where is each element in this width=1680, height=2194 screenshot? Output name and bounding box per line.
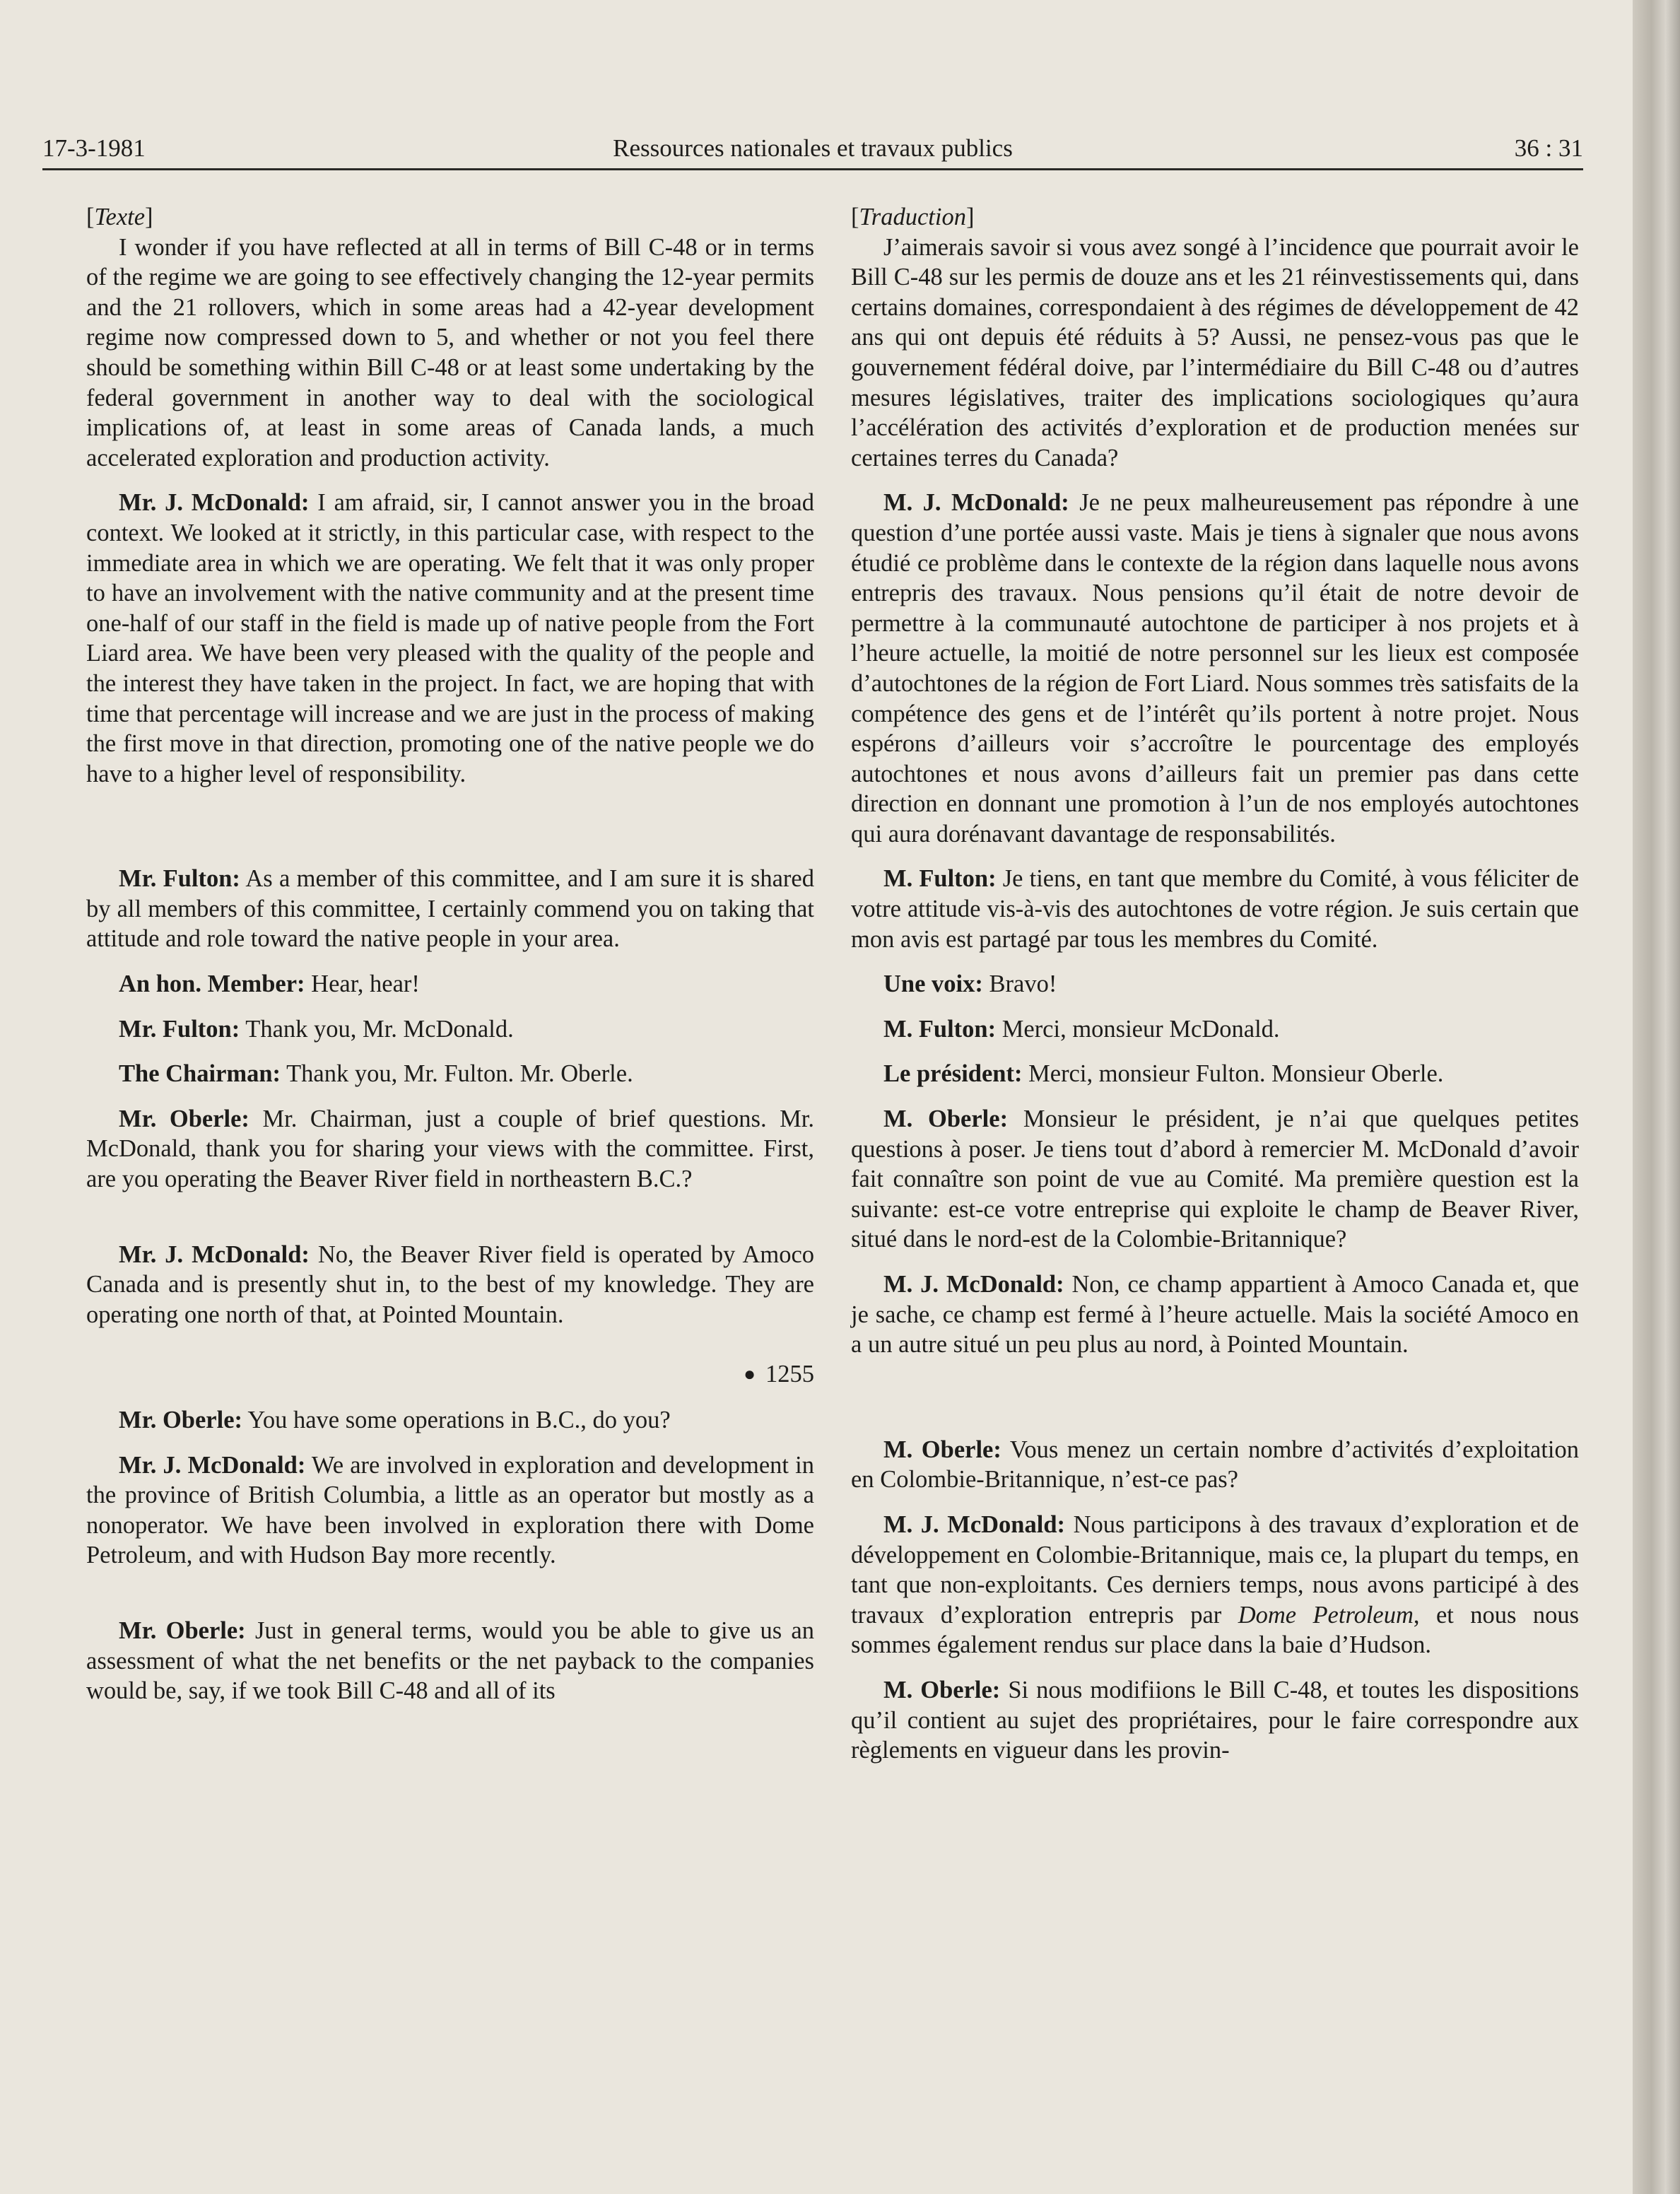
page-header bbox=[42, 124, 1583, 170]
speaker: The Chairman: bbox=[119, 1060, 281, 1088]
paragraph: Mr. Fulton: Thank you, Mr. McDonald. bbox=[119, 1015, 514, 1043]
page-edge bbox=[1633, 0, 1680, 2194]
speaker: Mr. J. McDonald: bbox=[119, 489, 310, 517]
speaker: M. Oberle: bbox=[883, 1105, 1009, 1133]
header-title: Ressources nationales et travaux publics bbox=[613, 134, 1013, 162]
paragraph: M. Oberle: Monsieur le président, je n’ai que quelques petites questions à poser. Je tiens tout d’abord à remercier M. McDonald d’avoir fait connaître son point de vue au Comité. Ma première question est la suivante: est-ce votre entreprise qui exploite le champ de Beaver River, situé dans le nord-est de la Colombie-Britannique? bbox=[851, 1105, 1580, 1253]
speaker: Mr. Fulton: bbox=[119, 1015, 240, 1043]
speaker: Une voix: bbox=[883, 970, 983, 998]
header-page-number: 36 : 31 bbox=[1514, 134, 1583, 162]
speaker: Le président: bbox=[883, 1060, 1023, 1088]
company-name: Dome Petroleum bbox=[1238, 1601, 1414, 1629]
paragraph: An hon. Member: Hear, hear! bbox=[119, 970, 420, 998]
paragraph: M. J. McDonald: Je ne peux malheureusement pas répondre à une question d’une portée aussi vaste. Mais je tiens à signaler que nous avons étudié ce problème dans le contexte de la région dans laquelle nous avons entrepris des travaux. Nous pensions qu’il était de notre devoir de permettre à la communauté autochtone de participer à nos projets et à l’heure actuelle, la moitié de notre personnel sur les lieux est composée d’autochtones de la région de Fort Liard. Nous sommes très satisfaits de la compétence des gens et de l’intérêt qu’ils portent à notre projet. Nous espérons d’ailleurs voir s’accroître le pourcentage des employés autochtones et nous avons d’ailleurs fait un premier pas dans cette direction en donnant une promotion à l’un de nos employés autochtones qui aura dorénavant davantage de responsabilités. bbox=[851, 489, 1579, 847]
speaker: M. Oberle: bbox=[883, 1436, 1001, 1463]
paragraph: Le président: Merci, monsieur Fulton. Monsieur Oberle. bbox=[883, 1060, 1444, 1088]
paragraph: Mr. J. McDonald: I am afraid, sir, I cannot answer you in the broad context. We looked at it strictly, in this particular case, with respect to the immediate area in which we are operating. We felt that it was only proper to have an involvement with the native community and at the present time one-half of our staff in the field is made up of native people from the Fort Liard area. We have been very pleased with the quality of the people and the interest they have taken in the project. In fact, we are hoping that with time that percentage will increase and we are just in the process of making the first move in that direction, promoting one of the native people we do have to a higher level of responsibility. bbox=[86, 489, 814, 787]
paragraph: M. Fulton: Je tiens, en tant que membre du Comité, à vous féliciter de votre attitude vis-à-vis des autochtones de votre région. Je suis certain que mon avis est partagé par tous les membres du Comité. bbox=[851, 865, 1580, 953]
paragraph: M. J. McDonald: Nous participons à des travaux d’exploration et de développement en Colombie-Britannique, mais ce, la plupart du temps, en tant que non-exploitants. Ces derniers temps, nous avons participé à des travaux d’exploration entrepris par Dome Petroleum, et nous nous sommes également rendus sur place dans la baie d’Hudson. bbox=[851, 1510, 1580, 1659]
header-date: 17-3-1981 bbox=[42, 134, 146, 162]
paragraph: J’aimerais savoir si vous avez songé à l’incidence que pourrait avoir le Bill C-48 sur les permis de douze ans et les 21 réinvestissements qui, dans certains domaines, correspondaient à des régimes de développement de 42 ans qui ont depuis été réduits à 5? Aussi, ne pensez-vous pas que le gouvernement fédéral doive, par l’intermédiaire du Bill C-48 ou d’autres mesures législatives, traiter des implications sociologiques qu’aura l’accélération des activités d’exploration et de production menées sur certaines terres du Canada? bbox=[851, 233, 1579, 471]
paragraph: I wonder if you have reflected at all in terms of Bill C-48 or in terms of the regime we are going to see effectively changing the 12-year permits and the 21 rollovers, which in some areas had a 42-year development regime now compressed down to 5, and whether or not you feel there should be something within Bill C-48 or at least some undertaking by the federal government in another way to deal with the sociological implications of, at least in some areas of Canada lands, a much accelerated exploration and production activity. bbox=[86, 233, 814, 471]
speaker: Mr. Oberle: bbox=[119, 1407, 242, 1433]
english-column bbox=[86, 202, 814, 1706]
paragraph: Mr. Oberle: You have some operations in B.C., do you? bbox=[119, 1407, 671, 1433]
timestamp: ● 1255 bbox=[744, 1361, 814, 1388]
speaker: An hon. Member: bbox=[119, 970, 305, 998]
speaker: Mr. J. McDonald: bbox=[119, 1240, 310, 1268]
paragraph: M. J. McDonald: Non, ce champ appartient à Amoco Canada et, que je sache, ce champ est fermé à l’heure actuelle. Mais la société Amoco en a un autre situé un peu plus au nord, à Pointed Mountain. bbox=[851, 1271, 1580, 1359]
paragraph: Mr. Oberle: Just in general terms, would you be able to give us an assessment of what the net benefits or the net payback to the companies would be, say, if we took Bill C-48 and all of its bbox=[86, 1617, 814, 1705]
bullet-icon: ● bbox=[744, 1363, 756, 1386]
section-label: [Traduction] bbox=[851, 204, 975, 230]
paragraph: Mr. Fulton: As a member of this committee, and I am sure it is shared by all members of this committee, I certainly commend you on taking that attitude and role toward the native people in your area. bbox=[86, 865, 814, 953]
speaker: Mr. J. McDonald: bbox=[119, 1451, 306, 1479]
paragraph: Une voix: Bravo! bbox=[883, 970, 1057, 998]
speaker: M. J. McDonald: bbox=[883, 1510, 1065, 1538]
speaker: M. Fulton: bbox=[883, 865, 997, 893]
paragraph: Mr. J. McDonald: No, the Beaver River field is operated by Amoco Canada and is presently shut in, to the best of my knowledge. They are operating one north of that, at Pointed Mountain. bbox=[86, 1240, 815, 1328]
speaker: M. J. McDonald: bbox=[883, 489, 1069, 517]
french-column bbox=[851, 202, 1579, 1766]
paragraph: M. Fulton: Merci, monsieur McDonald. bbox=[883, 1015, 1280, 1043]
speaker: M. J. McDonald: bbox=[883, 1271, 1064, 1298]
speaker: Mr. Oberle: bbox=[119, 1105, 249, 1132]
paragraph: The Chairman: Thank you, Mr. Fulton. Mr. Oberle. bbox=[119, 1060, 633, 1088]
paragraph: M. Oberle: Si nous modifiions le Bill C-48, et toutes les dispositions qu’il contient au sujet des propriétaires, pour le faire correspondre aux règlements en vigueur dans les provin- bbox=[851, 1676, 1579, 1764]
paragraph: Mr. Oberle: Mr. Chairman, just a couple of brief questions. Mr. McDonald, thank you for sharing your views with the committee. First, are you operating the Beaver River field in northeastern B.C.? bbox=[86, 1105, 815, 1193]
speaker: M. Fulton: bbox=[883, 1015, 997, 1043]
speaker: Mr. Oberle: bbox=[119, 1617, 246, 1644]
speaker: M. Oberle: bbox=[883, 1676, 1001, 1703]
section-label: [Texte] bbox=[86, 204, 153, 230]
paragraph: M. Oberle: Vous menez un certain nombre d’activités d’exploitation en Colombie-Britannique, n’est-ce pas? bbox=[851, 1436, 1579, 1494]
paragraph: Mr. J. McDonald: We are involved in exploration and development in the province of British Columbia, a little as an operator but mostly as a nonoperator. We have been involved in exploration there with Dome Petroleum, and with Hudson Bay more recently. bbox=[86, 1451, 814, 1569]
speaker: Mr. Fulton: bbox=[119, 865, 240, 893]
